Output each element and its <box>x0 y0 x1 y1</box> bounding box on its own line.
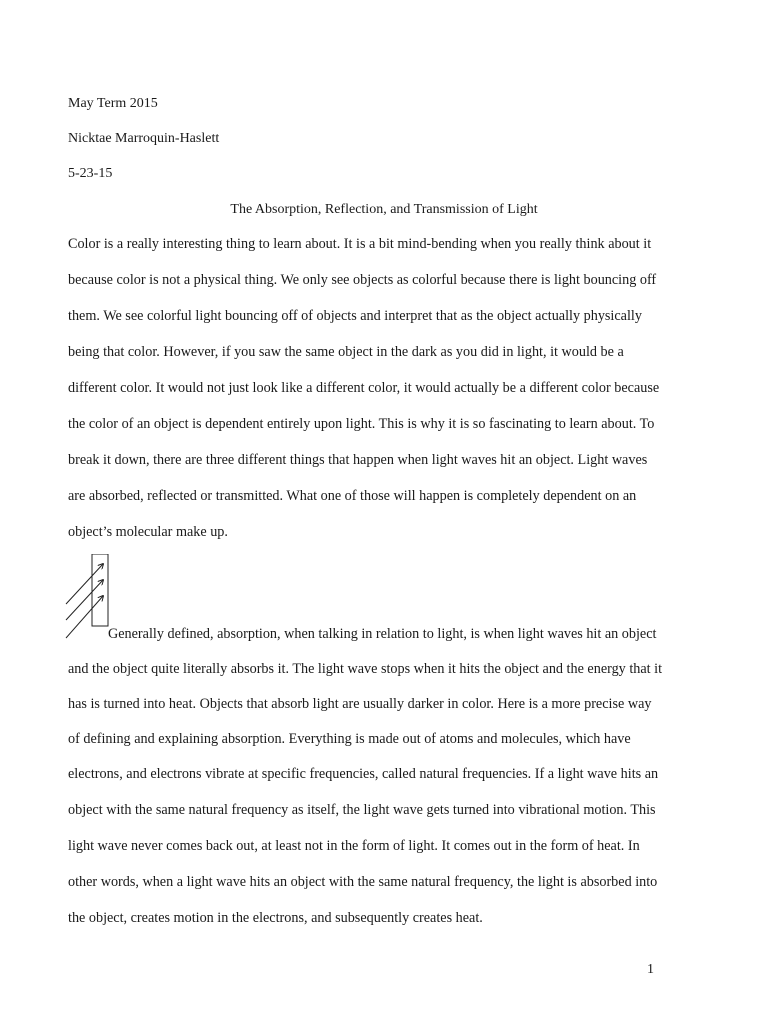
light-wave-arrow <box>66 564 103 604</box>
paragraph-line: are absorbed, reflected or transmitted. What one of those will happen is completely dependent on an <box>68 488 637 504</box>
paragraph-line: of defining and explaining absorption. Everything is made out of atoms and molecules, which have <box>68 731 631 747</box>
document-title-text: The Absorption, Reflection, and Transmission of Light <box>230 202 538 217</box>
paragraph-line: them. We see colorful light bouncing off of objects and interpret that as the object actually physically <box>68 308 642 324</box>
light-wave-arrow <box>66 580 103 620</box>
document-title <box>0 202 768 218</box>
paragraph-line: because color is not a physical thing. We only see objects as colorful because there is light bouncing off <box>68 272 657 288</box>
paragraph-line: being that color. However, if you saw the same object in the dark as you did in light, it would be a <box>68 344 624 360</box>
paragraph-line: light wave never comes back out, at least not in the form of light. It comes out in the form of heat. In <box>68 838 640 854</box>
paragraph-line: Generally defined, absorption, when talking in relation to light, is when light waves hit an object <box>108 626 657 642</box>
paragraph-line: break it down, there are three different things that happen when light waves hit an object. Light waves <box>68 452 648 468</box>
date-line: 5-23-15 <box>68 166 113 181</box>
paragraph-line: electrons, and electrons vibrate at specific frequencies, called natural frequencies. If a light wave hits an <box>68 766 659 782</box>
absorption-diagram <box>64 554 114 640</box>
paragraph-line: other words, when a light wave hits an object with the same natural frequency, the light is absorbed into <box>68 874 658 890</box>
paragraph-line: different color. It would not just look like a different color, it would actually be a different color because <box>68 380 660 396</box>
paragraph-line: has is turned into heat. Objects that absorb light are usually darker in color. Here is a more precise way <box>68 696 652 712</box>
paragraph-line: object’s molecular make up. <box>68 524 228 540</box>
light-wave-arrow <box>66 596 103 638</box>
paragraph-line: the object, creates motion in the electrons, and subsequently creates heat. <box>68 910 483 926</box>
page-number: 1 <box>647 962 654 977</box>
paragraph-line: the color of an object is dependent entirely upon light. This is why it is so fascinating to learn about. To <box>68 416 655 432</box>
paragraph-line: Color is a really interesting thing to learn about. It is a bit mind-bending when you really think about it <box>68 236 652 252</box>
author-line: Nicktae Marroquin-Haslett <box>68 131 220 146</box>
paragraph-line: and the object quite literally absorbs it. The light wave stops when it hits the object and the energy that it <box>68 661 663 677</box>
paragraph-line: object with the same natural frequency as itself, the light wave gets turned into vibrational motion. This <box>68 802 656 818</box>
term-line: May Term 2015 <box>68 96 158 111</box>
